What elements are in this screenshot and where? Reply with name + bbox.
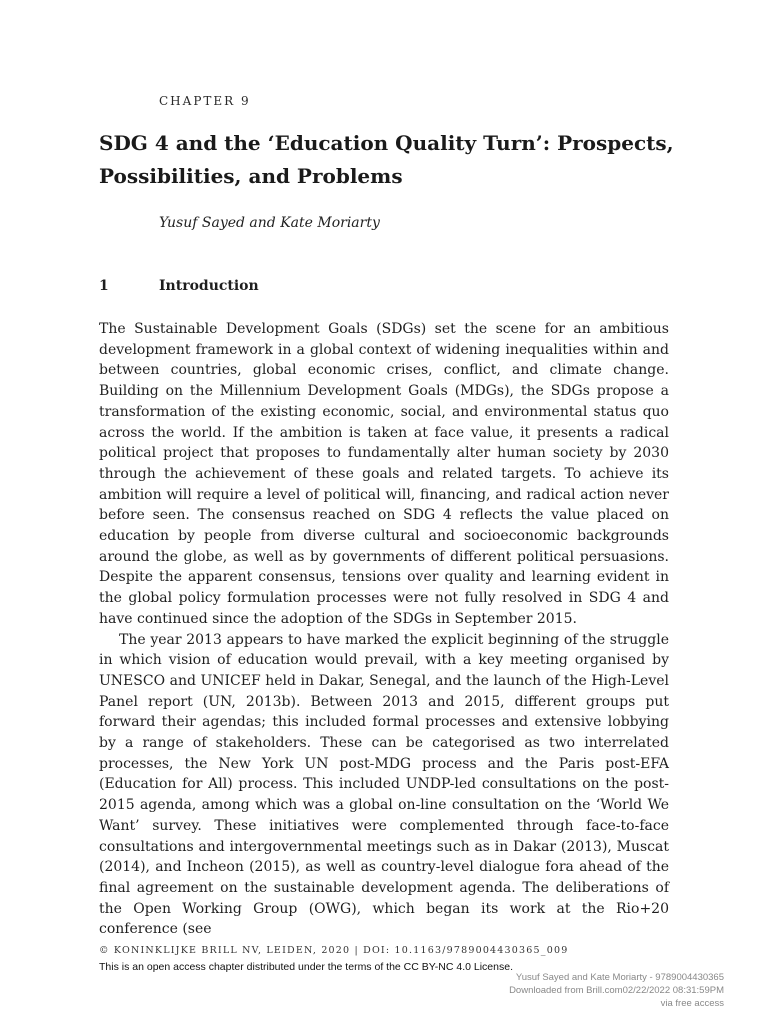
section-number: 1 xyxy=(99,278,109,294)
watermark-line-1: Yusuf Sayed and Kate Moriarty - 9789004430365 xyxy=(515,972,724,983)
watermark-line-3: via free access xyxy=(660,998,724,1009)
download-watermark xyxy=(509,971,724,1010)
section-heading: Introduction xyxy=(159,278,259,294)
paragraph-2: The year 2013 appears to have marked the explicit beginning of the struggle in which vision of education would prevail, with a key meeting organised by UNESCO and UNICEF held in Dakar, Senegal, and the launch of the High-Level Panel report (UN, 2013b). Between 2013 and 2015, different groups put forward their agendas; this included formal processes and extensive lobbying by a range of stakeholders. These can be categorised as two interrelated processes, the New York UN post-MDG process and the Paris post-EFA (Education for All) process. This included UNDP-led consultations on the post-2015 agenda, among which was a global on-line consultation on the ‘World We Want’ survey. These initiatives were complemented through face-to-face consultations and intergovernmental meetings such as in Dakar (2013), Muscat (2014), and Incheon (2015), as well as country-level dialogue fora ahead of the final agreement on the sustainable development agenda. The deliberations of the Open Working Group (OWG), which began its work at the Rio+20 conference (see xyxy=(99,631,669,938)
chapter-label: CHAPTER 9 xyxy=(159,94,251,108)
body-text xyxy=(99,319,669,940)
watermark-line-2: Downloaded from Brill.com02/22/2022 08:31:59PM xyxy=(509,985,724,996)
paragraph-1: The Sustainable Development Goals (SDGs) set the scene for an ambitious development framework in a global context of widening inequalities within and between countries, global economic crises, conflict, and climate change. Building on the Millennium Development Goals (MDGs), the SDGs propose a transformation of the existing economic, social, and environmental status quo across the world. If the ambition is taken at face value, it presents a radical political project that proposes to fundamentally alter human society by 2030 through the achievement of these goals and related targets. To achieve its ambition will require a level of political will, financing, and radical action never before seen. The consensus reached on SDG 4 reflects the value placed on education by people from diverse cultural and socioeconomic backgrounds around the globe, as well as by governments of different political persuasions. Despite the apparent consensus, tensions over quality and learning evident in the global policy formulation processes were not fully resolved in SDG 4 and have continued since the adoption of the SDGs in September 2015. xyxy=(99,321,669,627)
chapter-title: SDG 4 and the ‘Education Quality Turn’: Prospects, Possibilities, and Problems xyxy=(99,131,674,188)
footer-copyright: © KONINKLIJKE BRILL NV, LEIDEN, 2020 | DOI: 10.1163/9789004430365_009 xyxy=(99,945,569,956)
chapter-authors: Yusuf Sayed and Kate Moriarty xyxy=(159,215,380,231)
footer-license: This is an open access chapter distributed under the terms of the CC BY-NC 4.0 License. xyxy=(99,961,513,973)
